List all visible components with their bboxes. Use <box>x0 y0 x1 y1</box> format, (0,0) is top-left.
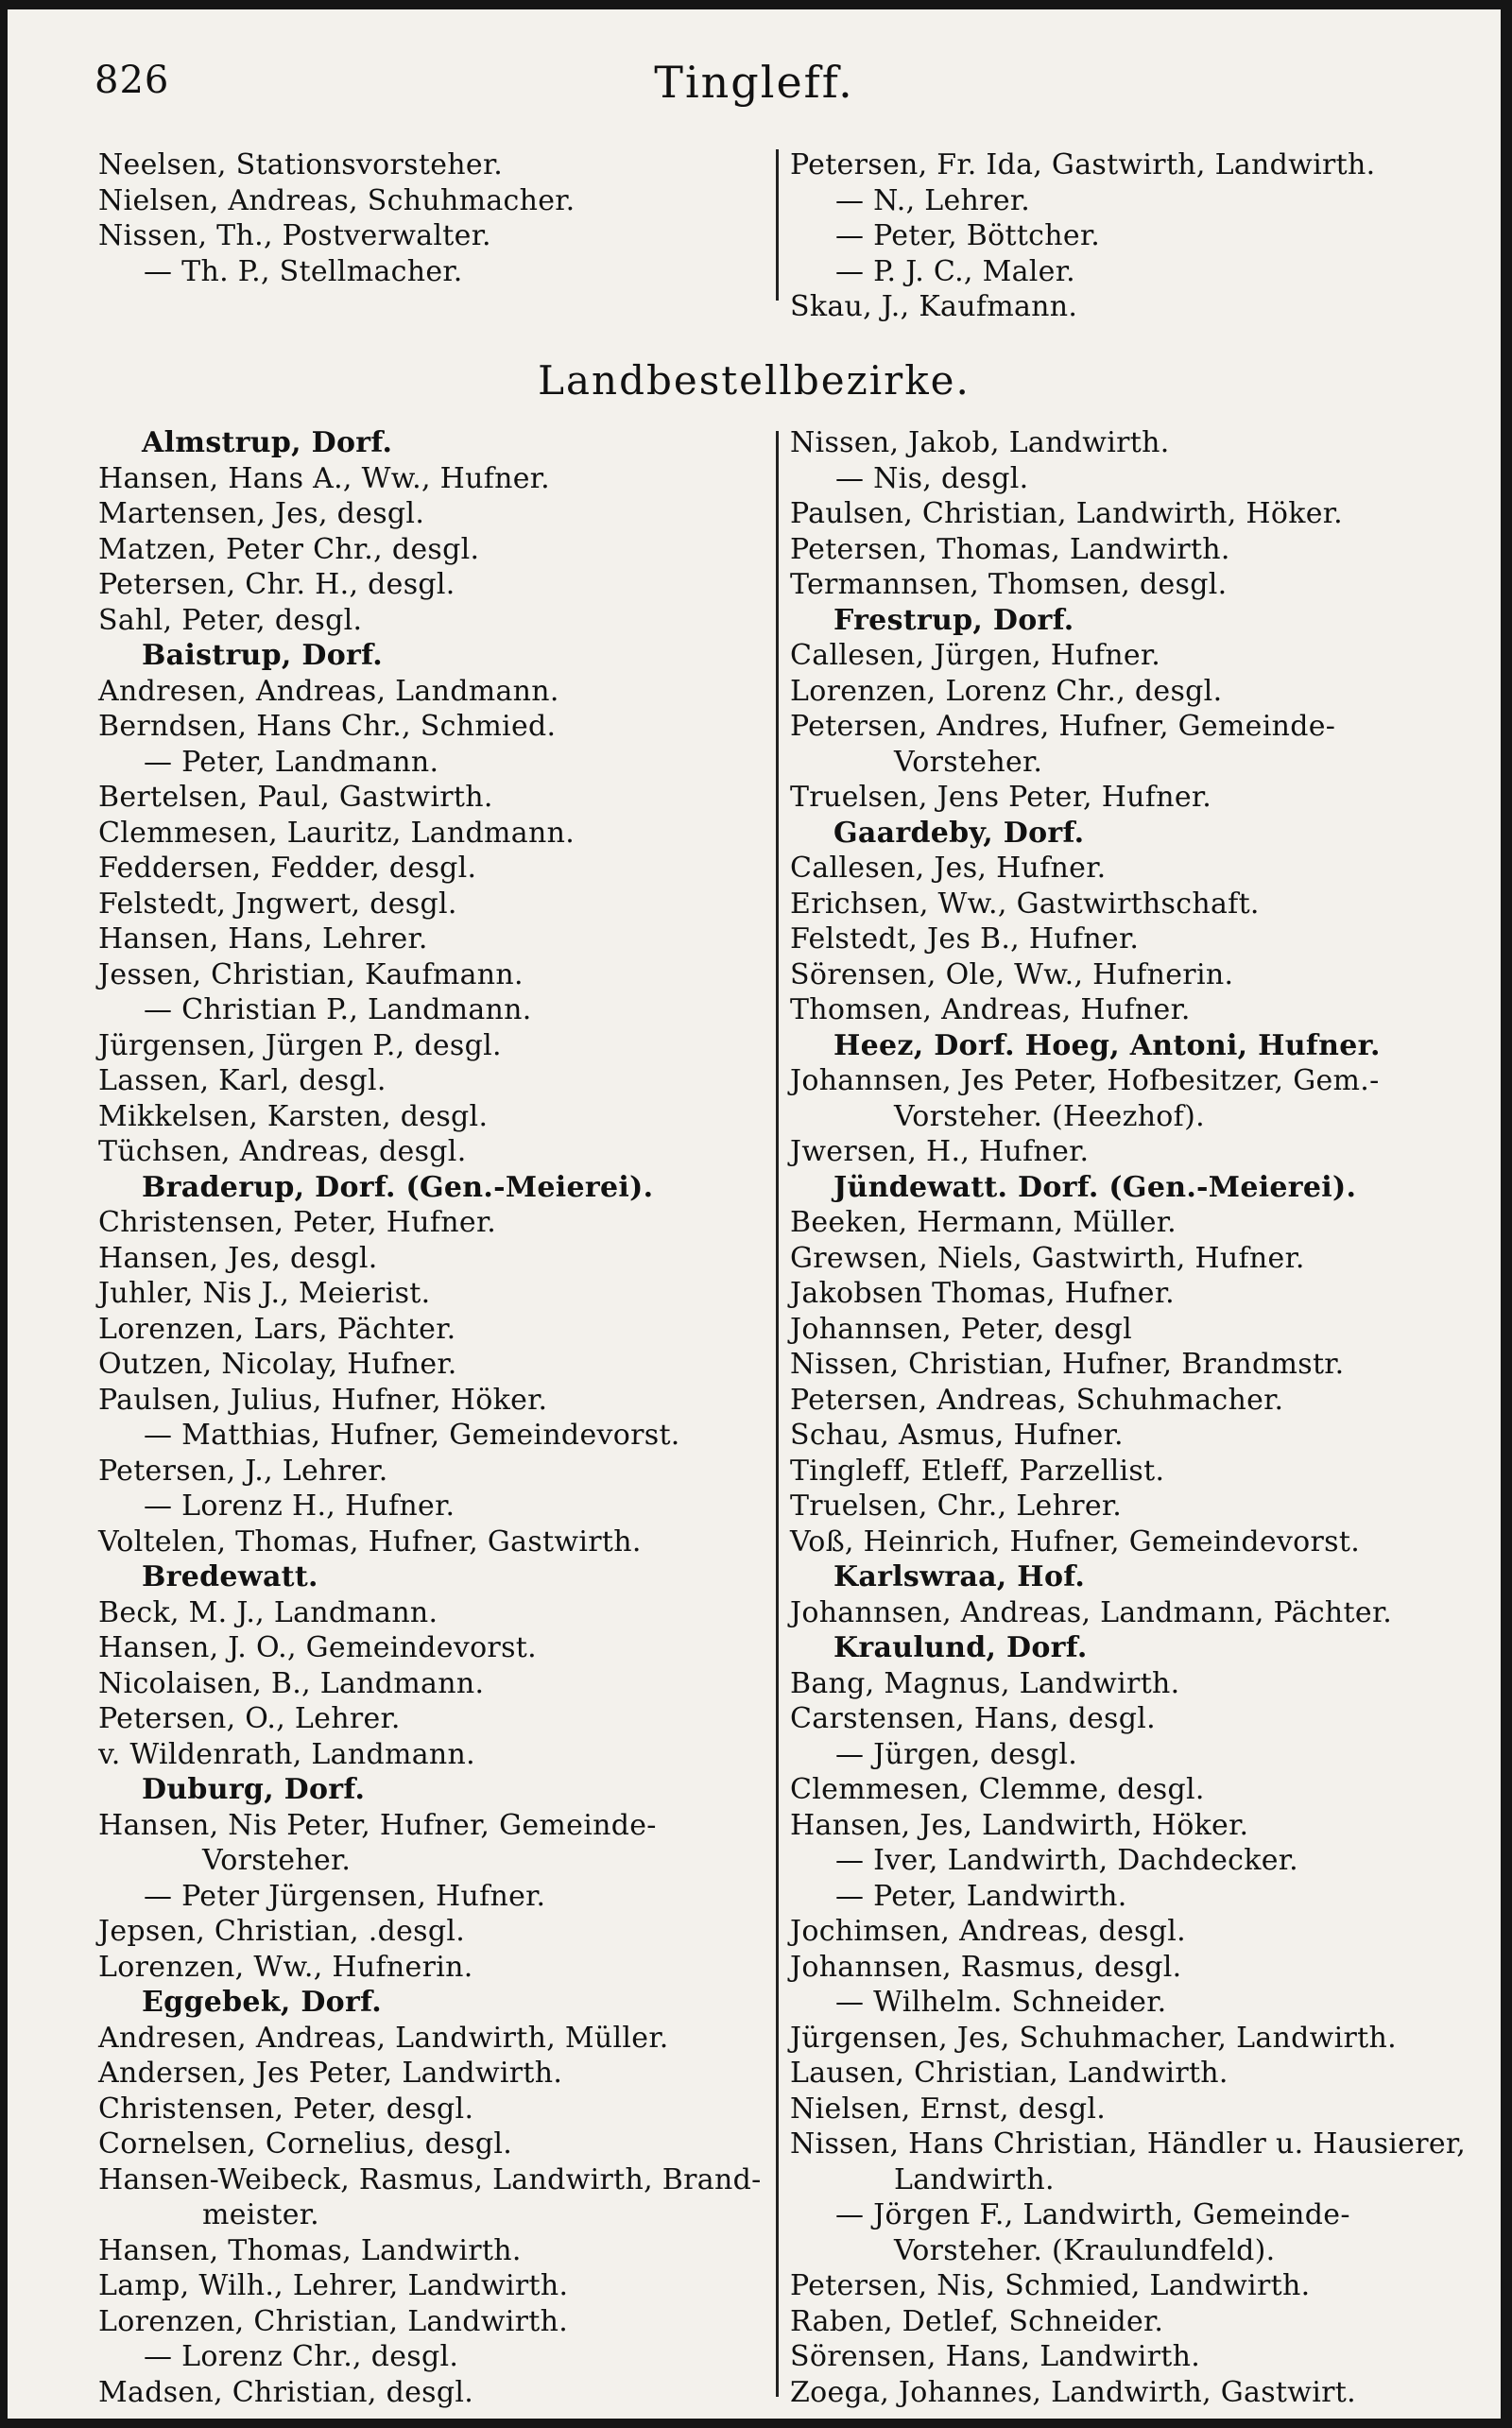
directory-entry: Paulsen, Julius, Hufner, Höker. <box>98 1383 548 1417</box>
page-number: 826 <box>94 59 170 102</box>
directory-entry: Petersen, O., Lehrer. <box>98 1702 401 1735</box>
directory-entry: Skau, J., Kaufmann. <box>790 290 1078 323</box>
place-heading: Heez, Dorf. Hoeg, Antoni, Hufner. <box>833 1028 1381 1062</box>
place-heading: Kraulund, Dorf. <box>833 1631 1088 1664</box>
directory-entry: — N., Lehrer. <box>835 183 1031 217</box>
directory-entry: Jochimsen, Andreas, desgl. <box>790 1915 1186 1948</box>
directory-entry: Sörensen, Ole, Ww., Hufnerin. <box>790 957 1234 991</box>
column-rule-top <box>776 149 779 301</box>
directory-entry: — Jörgen F., Landwirth, Gemeinde- <box>835 2198 1350 2231</box>
directory-entry: Petersen, Andres, Hufner, Gemeinde- <box>790 710 1336 743</box>
directory-entry: Hansen-Weibeck, Rasmus, Landwirth, Brand- <box>98 2162 762 2196</box>
directory-entry: Schau, Asmus, Hufner. <box>790 1419 1124 1452</box>
directory-entry: Erichsen, Ww., Gastwirthschaft. <box>790 887 1260 921</box>
directory-entry: Thomsen, Andreas, Hufner. <box>790 993 1191 1026</box>
directory-entry: Lausen, Christian, Landwirth. <box>790 2057 1228 2090</box>
directory-entry: Vorsteher. <box>202 1844 352 1877</box>
place-heading: Baistrup, Dorf. <box>142 639 384 672</box>
directory-entry: meister. <box>202 2198 319 2231</box>
directory-entry: Beeken, Hermann, Müller. <box>790 1206 1177 1239</box>
place-heading: Jündewatt. Dorf. (Gen.-Meierei). <box>833 1170 1357 1204</box>
directory-entry: Lamp, Wilh., Lehrer, Landwirth. <box>98 2269 569 2302</box>
directory-entry: Christensen, Peter, desgl. <box>98 2092 474 2126</box>
directory-entry: Lorenzen, Christian, Landwirth. <box>98 2304 569 2338</box>
directory-entry: — Christian P., Landmann. <box>144 993 532 1026</box>
directory-entry: Zoega, Johannes, Landwirth, Gastwirt. <box>790 2375 1356 2409</box>
directory-entry: Landwirth. <box>894 2162 1055 2196</box>
directory-entry: Madsen, Christian, desgl. <box>98 2375 474 2409</box>
directory-entry: Nielsen, Andreas, Schuhmacher. <box>98 183 576 217</box>
directory-entry: Hansen, J. O., Gemeindevorst. <box>98 1631 537 1664</box>
directory-entry: — Jürgen, desgl. <box>835 1737 1078 1771</box>
place-heading: Eggebek, Dorf. <box>142 1986 382 2019</box>
directory-entry: Johannsen, Andreas, Landmann, Pächter. <box>790 1595 1393 1629</box>
directory-entry: Nissen, Th., Postverwalter. <box>98 219 491 252</box>
directory-entry: — Peter Jürgensen, Hufner. <box>144 1879 546 1913</box>
directory-entry: Petersen, Chr. H., desgl. <box>98 568 455 601</box>
directory-entry: Bertelsen, Paul, Gastwirth. <box>98 781 493 814</box>
directory-entry: Voß, Heinrich, Hufner, Gemeindevorst. <box>790 1524 1361 1558</box>
place-heading: Braderup, Dorf. (Gen.-Meierei). <box>142 1170 654 1204</box>
directory-entry: Hansen, Jes, Landwirth, Höker. <box>790 1808 1249 1842</box>
directory-entry: — Peter, Landmann. <box>144 745 439 779</box>
directory-entry: Juhler, Nis J., Meierist. <box>98 1277 431 1310</box>
directory-entry: Johannsen, Jes Peter, Hofbesitzer, Gem.- <box>790 1064 1380 1097</box>
directory-entry: Christensen, Peter, Hufner. <box>98 1206 497 1239</box>
directory-entry: Jepsen, Christian, .desgl. <box>98 1915 466 1948</box>
directory-entry: Callesen, Jürgen, Hufner. <box>790 639 1161 672</box>
directory-entry: Jakobsen Thomas, Hufner. <box>790 1277 1175 1310</box>
directory-entry: Clemmesen, Lauritz, Landmann. <box>98 816 576 850</box>
directory-entry: Johannsen, Rasmus, desgl. <box>790 1950 1182 1984</box>
directory-entry: Raben, Detlef, Schneider. <box>790 2304 1164 2338</box>
directory-entry: — Wilhelm. Schneider. <box>835 1986 1167 2019</box>
directory-entry: Sahl, Peter, desgl. <box>98 603 363 637</box>
directory-entry: Lorenzen, Lars, Pächter. <box>98 1312 456 1346</box>
directory-entry: Termannsen, Thomsen, desgl. <box>790 568 1228 601</box>
place-heading: Almstrup, Dorf. <box>142 426 393 459</box>
running-head: Tingleff. <box>654 57 854 108</box>
directory-entry: Nissen, Christian, Hufner, Brandmstr. <box>790 1348 1345 1381</box>
directory-entry: Petersen, Andreas, Schuhmacher. <box>790 1383 1284 1417</box>
directory-entry: — Peter, Landwirth. <box>835 1879 1127 1913</box>
directory-entry: Andresen, Andreas, Landwirth, Müller. <box>98 2021 669 2055</box>
directory-entry: — Peter, Böttcher. <box>835 219 1101 252</box>
place-heading: Duburg, Dorf. <box>142 1773 366 1806</box>
directory-entry: Petersen, Fr. Ida, Gastwirth, Landwirth. <box>790 148 1376 181</box>
directory-entry: Clemmesen, Clemme, desgl. <box>790 1773 1205 1806</box>
directory-entry: Beck, M. J., Landmann. <box>98 1595 438 1629</box>
document-page <box>8 9 1501 2419</box>
left-column <box>98 425 762 2410</box>
directory-entry: Hansen, Hans, Lehrer. <box>98 922 428 956</box>
directory-entry: Petersen, Nis, Schmied, Landwirth. <box>790 2269 1311 2302</box>
directory-entry: — Iver, Landwirth, Dachdecker. <box>835 1844 1298 1877</box>
place-heading: Gaardeby, Dorf. <box>833 816 1085 850</box>
directory-entry: Cornelsen, Cornelius, desgl. <box>98 2127 513 2161</box>
town-list-left <box>98 147 575 289</box>
directory-entry: Vorsteher. (Heezhof). <box>894 1099 1205 1133</box>
directory-entry: Hansen, Thomas, Landwirth. <box>98 2233 522 2267</box>
directory-entry: Jürgensen, Jürgen P., desgl. <box>98 1028 502 1062</box>
place-heading: Bredewatt. <box>142 1560 318 1593</box>
directory-entry: Matzen, Peter Chr., desgl. <box>98 532 480 566</box>
directory-entry: — P. J. C., Maler. <box>835 254 1075 288</box>
directory-entry: Grewsen, Niels, Gastwirth, Hufner. <box>790 1241 1305 1275</box>
directory-entry: Andersen, Jes Peter, Landwirth. <box>98 2057 563 2090</box>
directory-entry: Hansen, Hans A., Ww., Hufner. <box>98 461 550 495</box>
directory-entry: Nielsen, Ernst, desgl. <box>790 2092 1107 2126</box>
directory-entry: Andresen, Andreas, Landmann. <box>98 674 559 708</box>
directory-entry: Felstedt, Jngwert, desgl. <box>98 887 457 921</box>
directory-entry: Petersen, Thomas, Landwirth. <box>790 532 1230 566</box>
directory-entry: Tüchsen, Andreas, desgl. <box>98 1135 467 1168</box>
directory-entry: Vorsteher. <box>894 745 1043 779</box>
directory-entry: Bang, Magnus, Landwirth. <box>790 1666 1180 1700</box>
directory-entry: Feddersen, Fedder, desgl. <box>98 852 477 885</box>
directory-entry: v. Wildenrath, Landmann. <box>98 1737 475 1771</box>
directory-entry: — Lorenz H., Hufner. <box>144 1490 455 1523</box>
directory-entry: — Matthias, Hufner, Gemeindevorst. <box>144 1419 680 1452</box>
directory-entry: Nissen, Jakob, Landwirth. <box>790 426 1170 459</box>
directory-entry: Berndsen, Hans Chr., Schmied. <box>98 710 557 743</box>
directory-entry: Jwersen, H., Hufner. <box>790 1135 1090 1168</box>
directory-entry: Voltelen, Thomas, Hufner, Gastwirth. <box>98 1524 642 1558</box>
directory-entry: Jessen, Christian, Kaufmann. <box>98 957 524 991</box>
directory-entry: Carstensen, Hans, desgl. <box>790 1702 1156 1735</box>
directory-entry: Tingleff, Etleff, Parzellist. <box>790 1454 1165 1488</box>
directory-entry: — Nis, desgl. <box>835 461 1029 495</box>
directory-entry: — Th. P., Stellmacher. <box>144 254 463 288</box>
directory-entry: Nicolaisen, B., Landmann. <box>98 1666 485 1700</box>
place-heading: Frestrup, Dorf. <box>833 603 1074 637</box>
directory-entry: Nissen, Hans Christian, Händler u. Hausierer, <box>790 2127 1467 2161</box>
directory-entry: Martensen, Jes, desgl. <box>98 497 425 530</box>
directory-entry: Neelsen, Stationsvorsteher. <box>98 148 504 181</box>
directory-entry: Johannsen, Peter, desgl <box>790 1312 1133 1346</box>
directory-entry: Lorenzen, Lorenz Chr., desgl. <box>790 674 1223 708</box>
directory-entry: — Lorenz Chr., desgl. <box>144 2340 459 2373</box>
right-column <box>790 425 1466 2410</box>
directory-entry: Lassen, Karl, desgl. <box>98 1064 387 1097</box>
directory-entry: Sörensen, Hans, Landwirth. <box>790 2340 1201 2373</box>
directory-entry: Jürgensen, Jes, Schuhmacher, Landwirth. <box>790 2021 1397 2055</box>
column-rule <box>776 431 779 2397</box>
directory-entry: Lorenzen, Ww., Hufnerin. <box>98 1950 473 1984</box>
town-list-right <box>790 147 1375 325</box>
directory-entry: Paulsen, Christian, Landwirth, Höker. <box>790 497 1343 530</box>
directory-entry: Mikkelsen, Karsten, desgl. <box>98 1099 489 1133</box>
directory-entry: Petersen, J., Lehrer. <box>98 1454 388 1488</box>
section-title: Landbestellbezirke. <box>538 357 971 404</box>
directory-entry: Truelsen, Chr., Lehrer. <box>790 1490 1123 1523</box>
directory-entry: Callesen, Jes, Hufner. <box>790 852 1107 885</box>
directory-entry: Hansen, Jes, desgl. <box>98 1241 378 1275</box>
directory-entry: Truelsen, Jens Peter, Hufner. <box>790 781 1212 814</box>
directory-entry: Hansen, Nis Peter, Hufner, Gemeinde- <box>98 1808 657 1842</box>
place-heading: Karlswraa, Hof. <box>833 1560 1086 1593</box>
directory-entry: Outzen, Nicolay, Hufner. <box>98 1348 457 1381</box>
directory-entry: Vorsteher. (Kraulundfeld). <box>894 2233 1276 2267</box>
directory-entry: Felstedt, Jes B., Hufner. <box>790 922 1140 956</box>
